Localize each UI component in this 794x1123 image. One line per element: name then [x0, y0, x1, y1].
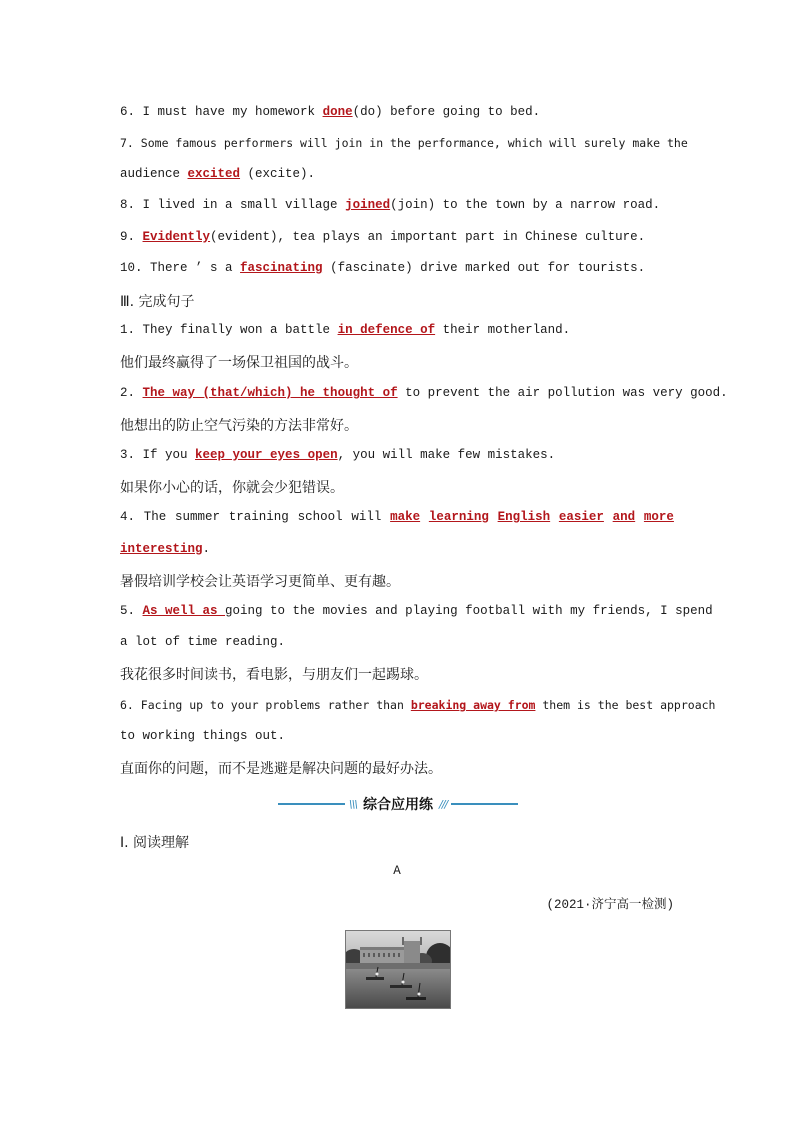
item-ii-10: 10. There ’ s a fascinating (fascinate) drive marked out for tourists.	[120, 261, 646, 275]
answer: joined	[345, 198, 391, 212]
item-iii-4-line1: 4. The summer training school will make learning English easier and more	[120, 510, 674, 524]
divider-marks-right: ///	[439, 797, 448, 811]
section-i-title: Ⅰ. 阅读理解	[120, 835, 190, 851]
item-iii-5-translation: 我花很多时间读书，看电影，与朋友们一起踢球。	[120, 667, 428, 683]
item-iii-3-translation: 如果你小心的话，你就会少犯错误。	[120, 480, 344, 496]
photo-icon	[345, 930, 451, 1009]
item-iii-1-translation: 他们最终赢得了一场保卫祖国的战斗。	[120, 355, 358, 371]
passage-label: A	[393, 864, 401, 878]
answer: in defence of	[337, 323, 436, 337]
section-iii-title: Ⅲ. 完成句子	[120, 294, 195, 310]
item-iii-3: 3. If you keep your eyes open, you will make few mistakes.	[120, 448, 556, 462]
item-ii-9: 9. Evidently(evident), tea plays an important part in Chinese culture.	[120, 230, 646, 244]
answer: breaking away from	[410, 698, 536, 712]
answer: keep your eyes open	[195, 448, 338, 462]
item-iii-1: 1. They finally won a battle in defence of their motherland.	[120, 323, 571, 337]
divider-line-left	[278, 803, 345, 805]
answer: interesting	[120, 542, 203, 556]
item-iii-4-line2: interesting.	[120, 542, 211, 556]
passage-source: (2021·济宁高一检测)	[546, 898, 674, 912]
section-divider	[278, 795, 518, 813]
item-ii-7-line1: 7. Some famous performers will join in the performance, which will surely make the	[120, 136, 688, 150]
item-iii-5-line1: 5. As well as going to the movies and playing football with my friends, I spend	[120, 604, 713, 618]
answer: The way (that/which) he thought of	[142, 386, 398, 400]
item-iii-5-line2: a lot of time reading.	[120, 635, 286, 649]
item-iii-4-translation: 暑假培训学校会让英语学习更简单、更有趣。	[120, 574, 400, 590]
item-ii-7-line2: audience excited (excite).	[120, 167, 316, 181]
item-iii-6-line2: to working things out.	[120, 729, 286, 743]
item-iii-6-line1: 6. Facing up to your problems rather than breaking away from them is the best approach	[120, 698, 716, 712]
divider-title: 综合应用练	[363, 797, 433, 813]
divider-marks-left: \\\	[348, 797, 357, 811]
answer: done	[322, 105, 353, 119]
item-ii-6: 6. I must have my homework done(do) before going to bed.	[120, 105, 541, 119]
item-iii-6-translation: 直面你的问题，而不是逃避是解决问题的最好办法。	[120, 761, 442, 777]
answer: Evidently	[142, 230, 211, 244]
item-ii-8: 8. I lived in a small village joined(join) to the town by a narrow road.	[120, 198, 661, 212]
item-iii-2-translation: 他想出的防止空气污染的方法非常好。	[120, 418, 358, 434]
answer: excited	[187, 167, 241, 181]
item-iii-2: 2. The way (that/which) he thought of to prevent the air pollution was very good.	[120, 386, 728, 400]
divider-line-right	[451, 803, 518, 805]
answer: As well as	[142, 604, 226, 618]
answer: fascinating	[240, 261, 323, 275]
